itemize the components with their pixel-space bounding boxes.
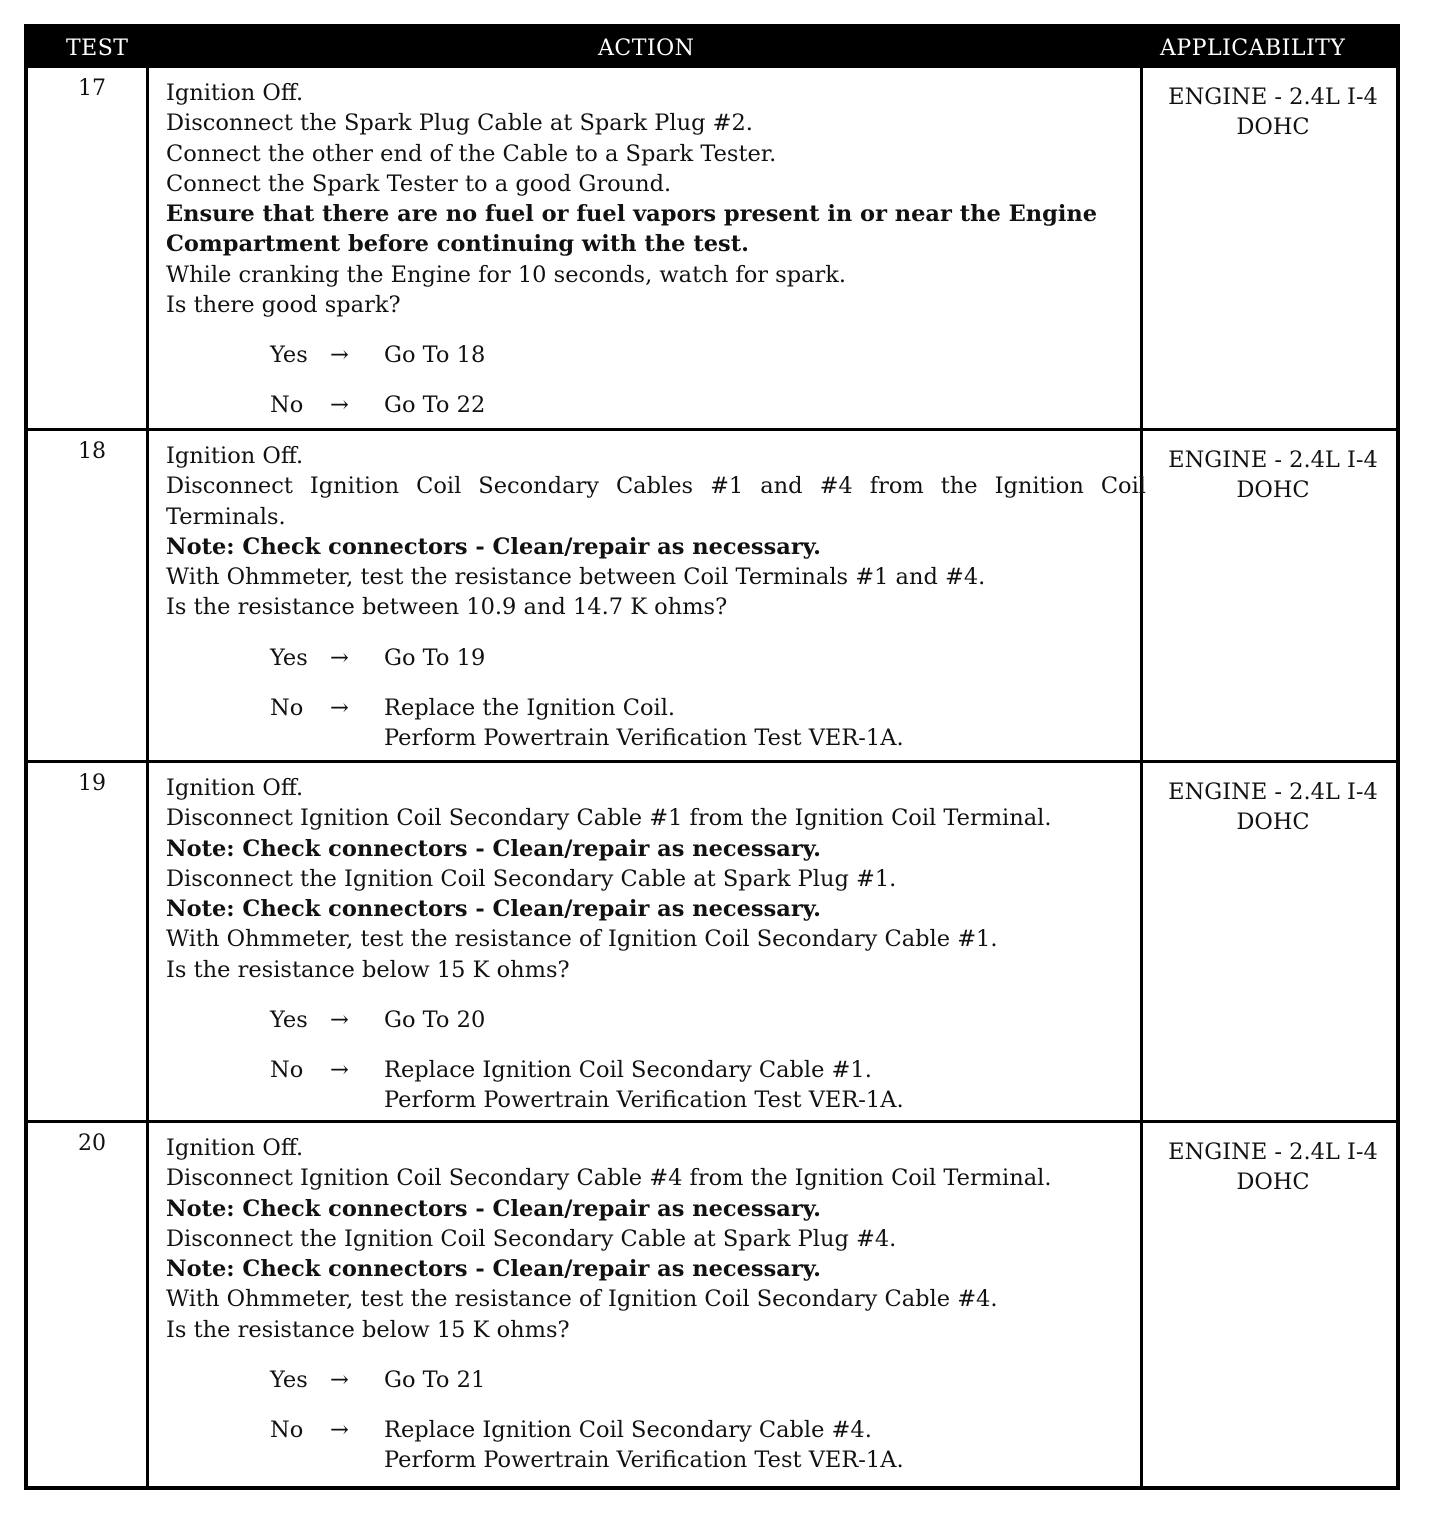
test-number: 17 <box>78 76 106 101</box>
diagnostic-table <box>24 24 1400 1490</box>
branch-result: Replace the Ignition Coil. <box>384 694 676 721</box>
action-cell <box>166 1133 1146 1475</box>
answer-no: No <box>270 1057 304 1084</box>
action-line: Ignition Off. <box>166 443 304 469</box>
test-number: 20 <box>78 1131 106 1156</box>
applicability-line: DOHC <box>1236 477 1310 503</box>
branch-result: Go To 22 <box>384 392 486 419</box>
warning-line: Ensure that there are no fuel or fuel vapors present in or near the Engine <box>166 201 1098 228</box>
arrow-icon: → <box>330 342 349 369</box>
action-cell <box>166 773 1146 1115</box>
action-line: Disconnect Ignition Coil Secondary Cable #1 from the Ignition Coil Terminal. <box>166 805 1052 832</box>
answer-yes: Yes <box>270 342 308 369</box>
header-test: TEST <box>66 36 129 61</box>
branch-result: Go To 19 <box>384 644 486 671</box>
branch-yes <box>166 1365 1146 1395</box>
question-line: Is the resistance between 10.9 and 14.7 K ohms? <box>166 594 728 621</box>
action-cell <box>166 78 1146 420</box>
note-line: Note: Check connectors - Clean/repair as necessary. <box>166 896 821 923</box>
action-line: With Ohmmeter, test the resistance between Coil Terminals #1 and #4. <box>166 564 986 591</box>
applicability-cell <box>1146 1137 1400 1197</box>
note-line: Note: Check connectors - Clean/repair as necessary. <box>166 1256 821 1283</box>
applicability-line: ENGINE - 2.4L I-4 <box>1168 447 1378 473</box>
row-divider <box>28 760 1396 763</box>
row-divider <box>28 1120 1396 1123</box>
action-line: Ignition Off. <box>166 80 304 106</box>
action-line: Ignition Off. <box>166 775 304 801</box>
action-line: Terminals. <box>166 503 286 530</box>
branch-result-followup: Perform Powertrain Verification Test VER-1A. <box>384 724 904 751</box>
answer-yes: Yes <box>270 1007 308 1034</box>
branch-no <box>166 693 1146 753</box>
branch-result: Go To 18 <box>384 342 486 369</box>
arrow-icon: → <box>330 1007 349 1034</box>
action-line: With Ohmmeter, test the resistance of Ignition Coil Secondary Cable #1. <box>166 926 998 953</box>
question-line: Is there good spark? <box>166 292 401 319</box>
applicability-cell <box>1146 82 1400 142</box>
test-number: 19 <box>78 771 106 796</box>
answer-yes: Yes <box>270 1367 308 1394</box>
action-cell <box>166 441 1146 753</box>
branch-result-followup: Perform Powertrain Verification Test VER-1A. <box>384 1447 904 1474</box>
arrow-icon: → <box>330 392 349 419</box>
arrow-icon: → <box>330 1367 349 1394</box>
action-line: Disconnect the Ignition Coil Secondary Cable at Spark Plug #1. <box>166 865 897 892</box>
action-line: Disconnect Ignition Coil Secondary Cables #1 and #4 from the Ignition Coil <box>166 473 1146 500</box>
branch-yes <box>166 1005 1146 1035</box>
answer-yes: Yes <box>270 644 308 671</box>
action-line: Disconnect Ignition Coil Secondary Cable #4 from the Ignition Coil Terminal. <box>166 1165 1052 1192</box>
action-line: While cranking the Engine for 10 seconds, watch for spark. <box>166 261 847 288</box>
branch-result: Go To 21 <box>384 1367 486 1394</box>
note-line: Note: Check connectors - Clean/repair as necessary. <box>166 835 821 862</box>
arrow-icon: → <box>330 1417 349 1444</box>
arrow-icon: → <box>330 1057 349 1084</box>
branch-result: Replace Ignition Coil Secondary Cable #4. <box>384 1417 872 1444</box>
applicability-line: ENGINE - 2.4L I-4 <box>1168 1139 1378 1165</box>
applicability-line: ENGINE - 2.4L I-4 <box>1168 779 1378 805</box>
action-line: Ignition Off. <box>166 1135 304 1161</box>
action-line: With Ohmmeter, test the resistance of Ignition Coil Secondary Cable #4. <box>166 1286 998 1313</box>
applicability-line: ENGINE - 2.4L I-4 <box>1168 84 1378 110</box>
answer-no: No <box>270 1417 304 1444</box>
action-line: Connect the Spark Tester to a good Ground. <box>166 170 672 197</box>
applicability-cell <box>1146 777 1400 837</box>
question-line: Is the resistance below 15 K ohms? <box>166 956 570 983</box>
action-line: Connect the other end of the Cable to a Spark Tester. <box>166 140 777 167</box>
branch-no <box>166 1055 1146 1115</box>
applicability-line: DOHC <box>1236 1169 1310 1195</box>
branch-result: Replace Ignition Coil Secondary Cable #1. <box>384 1057 872 1084</box>
action-line: Disconnect the Spark Plug Cable at Spark Plug #2. <box>166 110 753 137</box>
header-applicability: APPLICABILITY <box>1160 36 1346 61</box>
test-number: 18 <box>78 439 106 464</box>
branch-no <box>166 390 1146 420</box>
action-line: Disconnect the Ignition Coil Secondary Cable at Spark Plug #4. <box>166 1225 897 1252</box>
applicability-line: DOHC <box>1236 809 1310 835</box>
branch-yes <box>166 340 1146 370</box>
note-line: Note: Check connectors - Clean/repair as necessary. <box>166 1195 821 1222</box>
answer-no: No <box>270 392 304 419</box>
note-line: Note: Check connectors - Clean/repair as necessary. <box>166 533 821 560</box>
branch-yes <box>166 643 1146 673</box>
answer-no: No <box>270 694 304 721</box>
row-divider <box>28 428 1396 431</box>
branch-result-followup: Perform Powertrain Verification Test VER-1A. <box>384 1087 904 1114</box>
column-divider-test <box>146 68 149 1486</box>
table-header <box>28 28 1396 68</box>
arrow-icon: → <box>330 644 349 671</box>
arrow-icon: → <box>330 694 349 721</box>
applicability-line: DOHC <box>1236 114 1310 140</box>
branch-result: Go To 20 <box>384 1007 486 1034</box>
question-line: Is the resistance below 15 K ohms? <box>166 1316 570 1343</box>
warning-line: Compartment before continuing with the test. <box>166 231 749 258</box>
header-action: ACTION <box>598 36 695 61</box>
applicability-cell <box>1146 445 1400 505</box>
branch-no <box>166 1415 1146 1475</box>
